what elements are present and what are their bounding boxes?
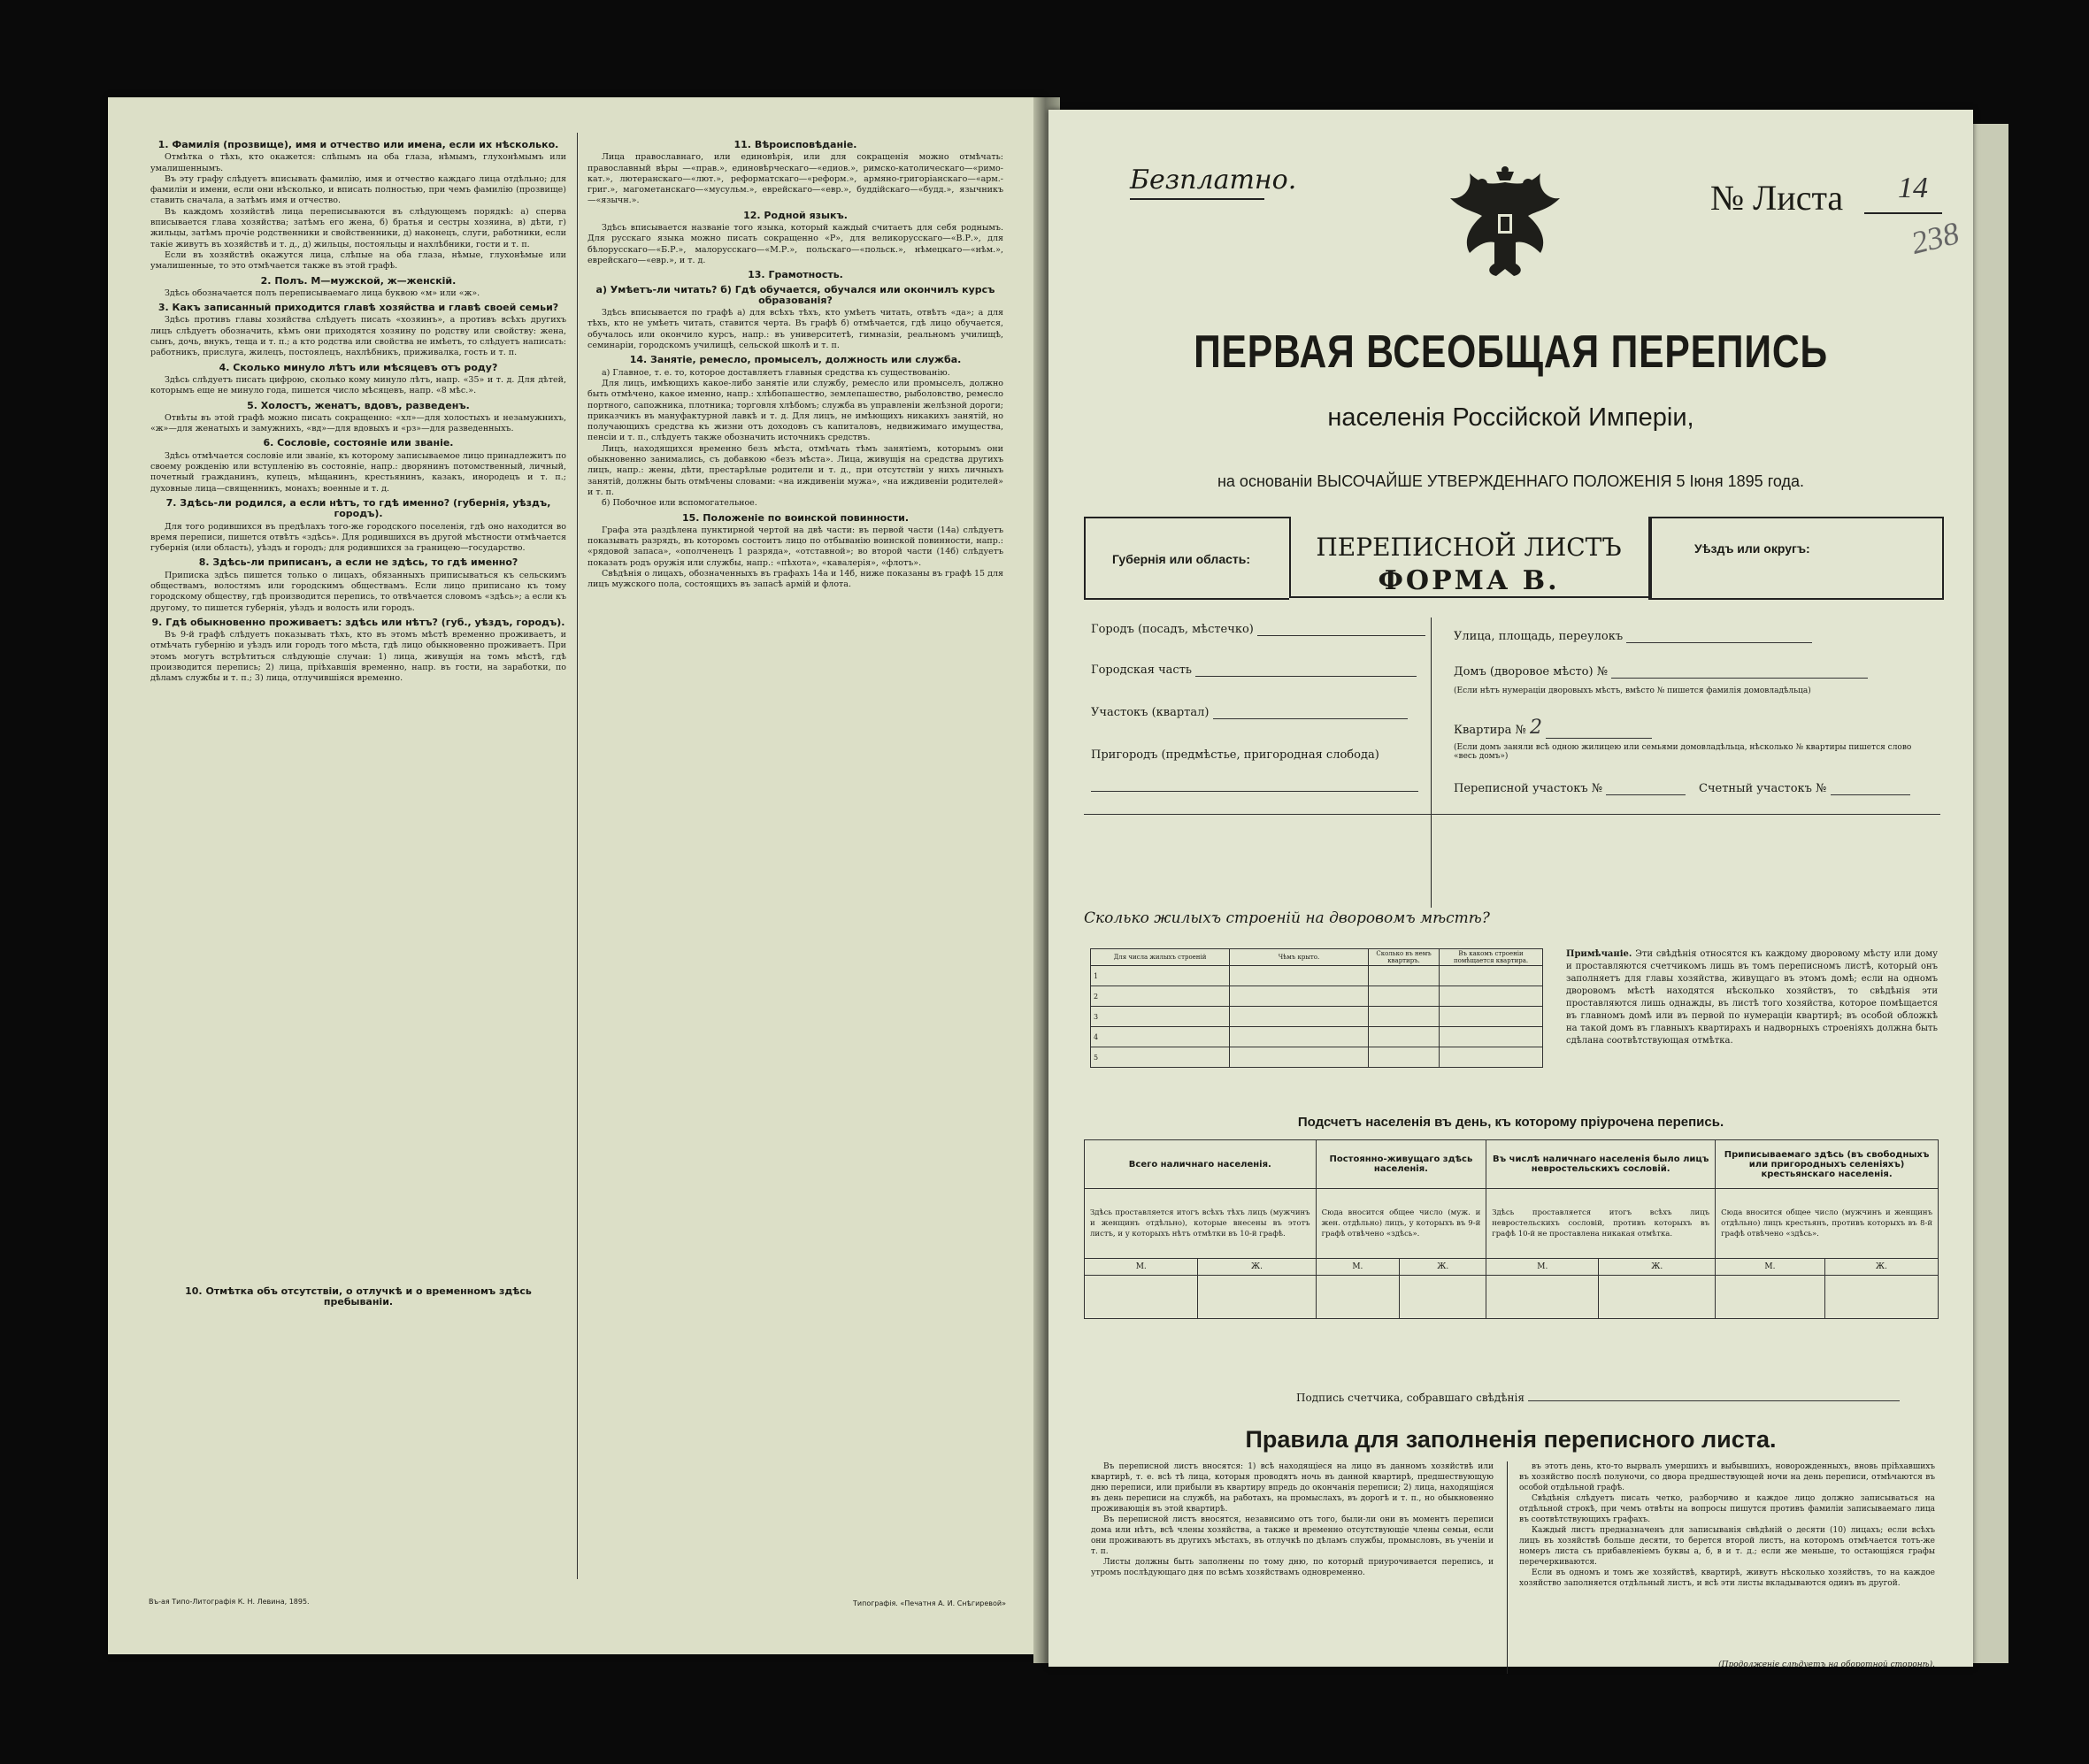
- rules-divider: [1507, 1461, 1508, 1674]
- paragraph: а) Главное, т. е. то, которое доставляетъ главныя средства къ существованію.: [602, 367, 950, 378]
- rule-paragraph: Каждый листъ предназначенъ для записыванія свѣдѣній о десяти (10) лицахъ; если всѣхъ лицъ въ хозяйствѣ больше десяти, то берется второй листъ, на которомъ отмѣчается тотъ-же номеръ листа съ прибавленіемъ буквы а, б, в и т. д.; если же меньше, то остающіяся графы перечеркиваются.: [1519, 1526, 1935, 1567]
- table-row: 3: [1091, 1007, 1543, 1027]
- instructions-column-1: [150, 136, 566, 1277]
- free-label: Безплатно.: [1130, 165, 1297, 196]
- paragraph: Лицъ, находящихся временно безъ мѣста, отмѣчать тѣмъ занятіемъ, которымъ они обыкновенно занимались, съ добавкою «безъ мѣста». Лица, живущія на средства другихъ лицъ, напр.: жены, дѣти, престарѣлые родители и т. д., при отсутствіи у нихъ личныхъ занятій, должны быть отмѣчены словами: «на иждивеніи мужа», «на иждивеніи родителей» и т. п.: [588, 443, 1003, 497]
- document-title: ПЕРВАЯ ВСЕОБЩАЯ ПЕРЕПИСЬ: [1194, 326, 1828, 378]
- rules-column-left: [1091, 1461, 1494, 1674]
- note-text: Эти свѣдѣнія относятся къ каждому дворовому мѣсту или дому и проставляются счетчикомъ лишь въ томъ переписномъ листѣ, который онъ заполняетъ для главы хозяйства, живущаго въ этомъ домѣ; если на одномъ дворовомъ мѣстѣ находятся нѣсколько хозяйствъ, то свѣдѣнія эти проставляются лишь однажды, въ листѣ того хозяйства, которое помѣщается въ главномъ домѣ или въ первой по нумераціи квартирѣ; въ особой обложкѣ на такой домъ въ главныхъ квартирахъ и надворныхъ строеніяхъ должна быть сдѣлана соотвѣтствующая отмѣтка.: [1566, 949, 1938, 1046]
- free-underline: [1130, 198, 1264, 200]
- buildings-note: [1566, 948, 1938, 1047]
- instructions-column-1-lower: [150, 1283, 566, 1584]
- quarter-field: Участокъ (квартал): [1091, 706, 1408, 719]
- printer-footer-right: Типографія. «Печатня А. И. Снѣгиревой»: [853, 1599, 1006, 1607]
- rule-paragraph: Въ переписной листъ вносятся: 1) всѣ находящіеся на лицо въ данномъ хозяйствѣ или квартирѣ, т. е. всѣ тѣ лица, которыя проводятъ ночь въ данной квартирѣ, предшествующую дню переписи, или прибыли въ квартиру впредь до окончанія переписи; 2) лица, находящіяся въ день переписи на службѣ, на работахъ, на промыслахъ, въ дорогѣ и т. п., но обыкновенно проживающія въ этой квартирѣ.: [1091, 1462, 1494, 1514]
- address-divider: [1431, 617, 1432, 908]
- section-heading: 10. Отмѣтка объ отсутствіи, о отлучкѣ и о временномъ здѣсь пребываніи.: [185, 1285, 532, 1308]
- paragraph: Графа эта раздѣлена пунктирной чертой на двѣ части: въ первой части (14а) слѣдуетъ показывать разрядъ, въ которомъ состоитъ лицо по отбыванію воинской повинности, напр.: «рядовой запаса», «ополченецъ 1 разряда», «отставной»; во второй части (14б) слѣдуетъ показать родъ оружія или службы, напр.: «пѣхота», «кавалерія», «флотъ».: [588, 525, 1003, 568]
- section-heading: 4. Сколько минуло лѣтъ или мѣсяцевъ отъ роду?: [219, 361, 498, 373]
- house-field: Домъ (дворовое мѣсто) №: [1454, 665, 1868, 679]
- bld-col-location: Въ какомъ строеніи помѣщается квартира.: [1440, 949, 1543, 966]
- count-col-permanent: Постоянно-живущаго здѣсь населенія.: [1316, 1140, 1486, 1189]
- rule-paragraph: въ этотъ день, кто-то вырвалъ умершихъ и выбывшихъ, новорожденныхъ, вновь пріѣхавшихъ въ хозяйство послѣ полуночи, со двора предшествующей ночи на день переписи, отмѣчаются въ особой отдѣльной графѣ.: [1519, 1462, 1935, 1492]
- section-heading: 13. Грамотность.: [748, 269, 843, 281]
- census-district-field: Переписной участокъ №: [1454, 782, 1686, 795]
- paragraph: Для того родившихся въ предѣлахъ того-же городского поселенія, гдѣ оно находится во время переписи, пишется отвѣтъ «здѣсь». Для родившихся въ другой мѣстности отмѣчается губернія (или область), уѣздъ и городъ; для родившихся за границею—государство.: [150, 521, 566, 554]
- apartment-number-handwritten: 2: [1529, 717, 1542, 739]
- note-label: Примѣчаніе.: [1566, 949, 1632, 959]
- count-col-present: Всего наличнаго населенія.: [1085, 1140, 1317, 1189]
- house-note: (Если нѣтъ нумераціи дворовыхъ мѣстъ, вмѣсто № пишется фамилія домовладѣльца): [1454, 686, 1811, 695]
- city-field: Городъ (посадъ, мѣстечко): [1091, 623, 1425, 636]
- suburb-field: Пригородъ (предмѣстье, пригородная слобода): [1091, 748, 1379, 762]
- paragraph: Приписка здѣсь пишется только о лицахъ, обязанныхъ приписываться къ сельскимъ обществамъ, волостямъ или городскимъ обществамъ. Если лицо приписано къ тому городскому обществу, гдѣ производится перепись, то отвѣчается словомъ «здѣсь»; а если къ другому, то пишется губернія, уѣздъ и волость или городъ.: [150, 570, 566, 613]
- paragraph: Здѣсь вписывается названіе того языка, который каждый считаетъ для себя роднымъ. Для русскаго языка можно писать сокращенно «Р», для великорусскаго—«В.Р.», для бѣлорусскаго—«Б.Р.», малорусскаго—«М.Р.», польскаго—«польск.», нѣмецкаго—«нѣм.», еврейскаго—«евр.», и т. д.: [588, 223, 1003, 265]
- rules-column-right: [1519, 1461, 1935, 1656]
- column-divider: [577, 133, 578, 1579]
- paragraph: Здѣсь отмѣчается сословіе или званіе, къ которому записываемое лицо принадлежитъ по своему рожденію или вступленію въ состояніе, напр.: дворянинъ потомственный, личный, почетный гражданинъ, купецъ, мѣщанинъ, крестьянинъ, казакъ, инородецъ и т. п.; духовные лица—священникъ, монахъ; военные и т. д.: [150, 450, 566, 494]
- buildings-question: Сколько жилыхъ строеній на дворовомъ мѣстѣ?: [1084, 909, 1490, 927]
- paragraph: Здѣсь противъ главы хозяйства слѣдуетъ писать «хозяинъ», а противъ всѣхъ другихъ лицъ слѣдуетъ обозначить, кѣмъ они приходятся хозяину по родству или свойству: жена, сынъ, дочь, внукъ, теща и т. п.; а кто родства или свойства не имѣетъ, то слѣдуетъ написать: работникъ, прислуга, жилецъ, постоялецъ, нахлѣбникъ, приживалка, гость и т. п.: [150, 315, 566, 358]
- paragraph: Отвѣты въ этой графѣ можно писать сокращенно: «хл»—для холостыхъ и незамужнихъ, «ж»—для женатыхъ и замужнихъ, «вд»—для вдовыхъ и «рз»—для разведенныхъ.: [150, 412, 566, 434]
- table-row: [1085, 1276, 1939, 1319]
- sheet-number-label: № Листа: [1710, 178, 1844, 218]
- section-heading: 9. Гдѣ обыкновенно проживаетъ: здѣсь или нѣтъ? (губ., уѣздъ, городъ).: [151, 616, 565, 628]
- paragraph: Если въ хозяйствѣ окажутся лица, слѣпые на оба глаза, нѣмые, глухонѣмые или умалишенные, то это отмѣчается также въ этой графѣ.: [150, 249, 566, 272]
- paragraph: б) Побочное или вспомогательное.: [602, 498, 757, 509]
- section-heading: 2. Полъ. М—мужской, ж—женскій.: [260, 274, 457, 287]
- sheet-form: ФОРМА В.: [1378, 565, 1560, 596]
- table-row: 1: [1091, 966, 1543, 986]
- paragraph: Въ эту графу слѣдуетъ вписывать фамилію, имя и отчество каждаго лица отдѣльно; для фамиліи и имени, если они нѣсколько, и вписать полностью, при чемъ фамилію (прозвище) ставить сначала, а затѣмъ имя и отчество.: [150, 173, 566, 206]
- city-part-field: Городская часть: [1091, 663, 1417, 677]
- population-count-table: [1084, 1139, 1939, 1319]
- buildings-table: [1090, 948, 1543, 1068]
- right-page: [1048, 110, 1973, 1667]
- section-heading: 6. Сословіе, состояніе или званіе.: [263, 437, 454, 449]
- paragraph: Для лицъ, имѣющихъ какое-либо занятіе или службу, ремесло или промыселъ, должно быть отмѣчено, какое именно, напр.: хлѣбопашество, землепашество, рыболовство, ремесло портного, сапожника, плотника; торговля хлѣбомъ; служба въ управленіи желѣзной дороги; приказчикъ въ мануфактурной лавкѣ и т. д. Для лицъ, не имѣющихъ никакихъ занятій, но получающихъ средства къ жизни отъ доходовъ съ капиталовъ, недвижимаго имущества, пенсіи и т. п., слѣдуетъ также обозначить источникъ средствъ.: [588, 378, 1003, 443]
- page-edges: [1973, 124, 2008, 1663]
- section-heading: 5. Холостъ, женатъ, вдовъ, разведенъ.: [247, 399, 470, 411]
- table-row: М. Ж. М. Ж. М. Ж. М. Ж.: [1085, 1259, 1939, 1276]
- paragraph: Здѣсь вписывается по графѣ а) для всѣхъ тѣхъ, кто умѣетъ читать, отвѣтъ «да»; а для тѣхъ, кто не умѣетъ читать, ставится черта. Въ графѣ б) отмѣчается, гдѣ лицо обучается, обучалось или окончило курсъ, напр.: въ университетѣ, гимназіи, реальномъ училищѣ, семинаріи, городскомъ училищѣ, сельской школѣ и т. п.: [588, 308, 1003, 351]
- paragraph: Въ 9-й графѣ слѣдуетъ показывать тѣхъ, кто въ этомъ мѣстѣ временно проживаетъ, и отмѣчать губернію и уѣздъ или городъ того мѣста, гдѣ лицо обыкновенно проживаетъ. При этомъ могутъ встрѣтиться слѣдующіе случаи: 1) лица, живущія на томъ мѣстѣ, гдѣ производится перепись; 2) лица, пріѣхавшія временно, напр. въ гости, на заработки, по дѣламъ службы и т. п.; 3) лица, отлучившіяся временно.: [150, 630, 566, 684]
- rule-paragraph: Если въ одномъ и томъ же хозяйствѣ, квартирѣ, живутъ нѣсколько хозяйствъ, то на каждое хозяйство заполняется отдѣльный листъ, и всѣ эти листы вкладываются одинъ въ другой.: [1519, 1568, 1935, 1588]
- left-page: [108, 97, 1044, 1654]
- enumerator-signature-field: Подпись счетчика, собравшаго свѣдѣнія: [1296, 1392, 1900, 1404]
- section-heading: 7. Здѣсь-ли родился, а если нѣтъ, то гдѣ именно? (губернія, уѣздъ, городъ).: [165, 496, 551, 520]
- bld-col-apartments: Сколько въ немъ квартиръ.: [1369, 949, 1440, 966]
- instructions-column-2: [588, 136, 1003, 1587]
- district-box: [1648, 517, 1944, 600]
- printer-footer-left: Въ-ая Типо-Литографія К. Н. Левина, 1895.: [149, 1598, 310, 1606]
- section-heading: 11. Вѣроисповѣданіе.: [733, 139, 857, 150]
- table-row: 4: [1091, 1027, 1543, 1047]
- section-heading: 15. Положеніе по воинской повинности.: [681, 511, 910, 524]
- population-count-title: Подсчетъ населенія въ день, къ которому пріурочена перепись.: [1297, 1115, 1724, 1130]
- paragraph: Отмѣтка о тѣхъ, кто окажется: слѣпымъ на оба глаза, нѣмымъ, глухонѣмымъ или умалишеннымъ.: [150, 152, 566, 173]
- paragraph: Лица православнаго, или единовѣрія, или для сокращенія можно отмѣчать: православный вѣры —«прав.», единовѣрческаго—«едиов.», римско-католическаго—«римо-кат.», лютеранскаго—«лют.», реформатскаго—«реформ.», армяно-григоріанскаго—«арм.-григ.», магометанскаго—«мусульм.», еврейскаго—«евр.», буддійскаго—«будд.», язычникъ—«язычн.».: [588, 152, 1003, 206]
- section-heading: 14. Занятіе, ремесло, промыселъ, должность или служба.: [629, 354, 962, 366]
- table-row: 5: [1091, 1047, 1543, 1068]
- table-row: 2: [1091, 986, 1543, 1007]
- document-subtitle: населенія Россійской Имперіи,: [1327, 403, 1694, 432]
- table-row: Здѣсь проставляется итогъ всѣхъ тѣхъ лицъ (мужчинъ и женщинъ отдѣльно), которые внесены въ этотъ листъ, и у которыхъ нѣтъ отмѣтки въ 10-й графѣ. Сюда вносится общее число (муж. и жен. отдѣльно) лицъ, у которыхъ въ 9-й графѣ отвѣчено «здѣсь». Здѣсь проставляется итогъ всѣхъ лицъ невростельскихъ сословій, противъ которыхъ въ графѣ 10-й не проставлена никакая отмѣтка. Сюда вносится общее число (мужчинъ и женщинъ отдѣльно) лицъ крестьянъ, противъ которыхъ въ 8-й графѣ отвѣчено «здѣсь».: [1085, 1189, 1939, 1259]
- paragraph: Здѣсь слѣдуетъ писать цифрою, сколько кому минуло лѣтъ, напр. «35» и т. д. Для дѣтей, которымъ еще не минуло года, пишется число мѣсяцевъ, напр. «8 мѣс.».: [150, 374, 566, 396]
- apartment-note: (Если домъ заняли всѣ одною жилицею или семьями домовладѣльца, нѣсколько № квартиры пишется слово «весь домъ»): [1454, 743, 1912, 761]
- continued-note: (Продолженіе слѣдуетъ на оборотной сторонѣ).: [1718, 1660, 1935, 1669]
- paragraph: Въ каждомъ хозяйствѣ лица переписываются въ слѣдующемъ порядкѣ: а) сперва вписывается глава хозяйства; затѣмъ его жена, б) братья и сестры хозяина, в) дѣти, г) жильцы, затѣмъ прочіе родственники и свойственники, д) наконецъ, слуги, работники, если такіе живутъ въ хозяйствѣ и т. д., д) жильцы, постояльцы и нахлѣбники, гости и т. п.: [150, 206, 566, 249]
- double-headed-eagle-emblem-icon: [1443, 165, 1567, 280]
- rule-paragraph: Свѣдѣнія слѣдуетъ писать четко, разборчиво и каждое лицо должно записываться на отдѣльной строкѣ, при чемъ отвѣты на вопросы пишутся противъ фамиліи записываемаго лица въ соотвѣтствующихъ графахъ.: [1519, 1494, 1935, 1524]
- pencil-folio-number: 238: [1907, 215, 1963, 261]
- province-label: Губернія или область:: [1112, 552, 1251, 566]
- section-heading: 3. Какъ записанный приходится главѣ хозяйства и главѣ своей семьи?: [157, 302, 559, 314]
- count-col-peasant: Приписываемаго здѣсь (въ свободныхъ или пригородныхъ селеніяхъ) крестьянскаго населенія.: [1716, 1140, 1939, 1189]
- bld-col-number: Для числа жилыхъ строеній: [1091, 949, 1230, 966]
- province-box: [1084, 517, 1289, 600]
- count-col-non-peasant: Въ числѣ наличнаго населенія было лицъ невростельскихъ сословій.: [1486, 1140, 1716, 1189]
- paragraph: Здѣсь обозначается полъ переписываемаго лица буквою «м» или «ж».: [165, 288, 480, 298]
- rules-title: Правила для заполненія переписного листа.: [1245, 1426, 1777, 1453]
- rule-paragraph: Въ переписной листъ вносятся, независимо отъ того, были-ли они въ моментъ переписи дома или нѣтъ, всѣ члены хозяйства, а также и временно отсутствующіе члены семьи, если они проживаютъ въ другихъ мѣстахъ, въ отлучкѣ по дѣламъ службы, промысловъ, въ ученіи и т. п.: [1091, 1515, 1494, 1556]
- street-field: Улица, площадь, переулокъ: [1454, 630, 1812, 643]
- suburb-line: [1091, 791, 1418, 792]
- apartment-field: Квартира № 2: [1454, 717, 1652, 739]
- counting-district-field: Счетный участокъ №: [1699, 782, 1910, 795]
- sheet-number-line: [1864, 212, 1942, 214]
- sheet-number-handwritten: 14: [1898, 172, 1928, 204]
- legal-basis: на основаніи ВЫСОЧАЙШЕ УТВЕРЖДЕННАГО ПОЛОЖЕНІЯ 5 Іюня 1895 года.: [1217, 472, 1804, 490]
- sheet-title: ПЕРЕПИСНОЙ ЛИСТЪ: [1316, 533, 1622, 562]
- address-bottom-rule: [1084, 814, 1940, 815]
- rule-paragraph: Листы должны быть заполнены по тому дню, по который приурочивается перепись, и утромъ послѣдующаго дня по всѣмъ хозяйствамъ одновременно.: [1091, 1558, 1494, 1577]
- section-heading: 8. Здѣсь-ли приписанъ, а если не здѣсь, то гдѣ именно?: [198, 556, 518, 569]
- paragraph: Свѣдѣнія о лицахъ, обозначенныхъ въ графахъ 14а и 14б, ниже показаны въ графѣ 15 для лицъ мужского пола, состоящихъ въ запасѣ армій и флота.: [588, 568, 1003, 590]
- section-heading: а) Умѣетъ-ли читать? б) Гдѣ обучается, обучался или окончилъ курсъ образованія?: [595, 283, 995, 306]
- bld-col-roof: Чѣмъ крыто.: [1230, 949, 1369, 966]
- section-heading: 12. Родной языкъ.: [743, 209, 848, 221]
- section-heading: 1. Фамилія (прозвище), имя и отчество или имена, если их нѣсколько.: [157, 139, 559, 150]
- district-label: Уѣздъ или округъ:: [1694, 541, 1810, 556]
